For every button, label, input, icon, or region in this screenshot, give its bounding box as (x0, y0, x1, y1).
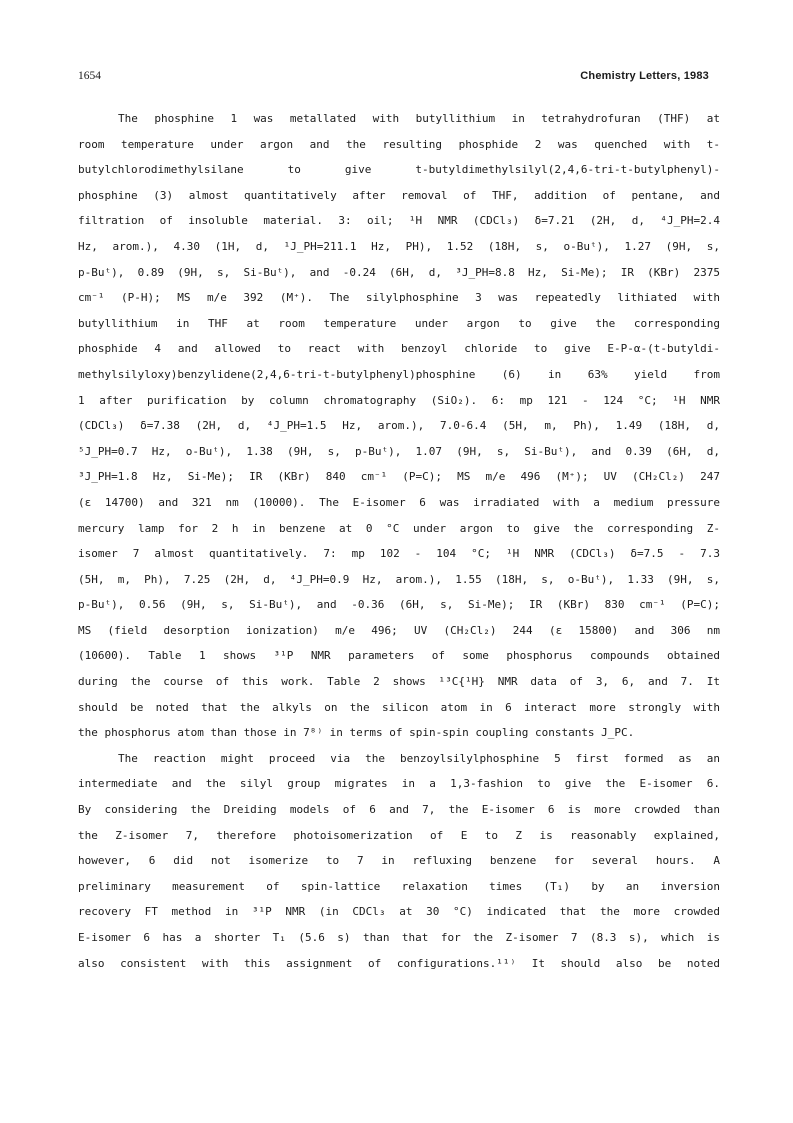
text-line: isomer 7 almost quantitatively. 7: mp 102 - 104 °C; ¹H NMR (CDCl₃) δ=7.5 - 7.3 (78, 547, 720, 561)
article-body (78, 106, 720, 976)
text-line: phosphide 4 and allowed to react with benzoyl chloride to give E-P-α-(t-butyldi- (78, 342, 720, 356)
text-line: E-isomer 6 has a shorter T₁ (5.6 s) than that for the Z-isomer 7 (8.3 s), which is (78, 931, 720, 944)
text-line: butylchlorodimethylsilane to give t-butyldimethylsilyl(2,4,6-tri-t-butylphenyl)- (78, 163, 720, 177)
text-line: ³J_PH=1.8 Hz, Si-Me); IR (KBr) 840 cm⁻¹ (P=C); MS m/e 496 (M⁺); UV (CH₂Cl₂) 247 (78, 470, 720, 484)
text-line: phosphine (3) almost quantitatively after removal of THF, addition of pentane, and (78, 188, 720, 202)
text-line: the Z-isomer 7, therefore photoisomerization of E to Z is reasonably explained, (78, 828, 720, 842)
text-line: butyllithium in THF at room temperature under argon to give the corresponding (78, 316, 720, 330)
text-line: cm⁻¹ (P-H); MS m/e 392 (M⁺). The silylphosphine 3 was repeatedly lithiated with (78, 291, 720, 305)
text-line: methylsilyloxy)benzylidene(2,4,6-tri-t-butylphenyl)phosphine (6) in 63% yield from (78, 367, 720, 381)
text-line: recovery FT method in ³¹P NMR (in CDCl₃ at 30 °C) indicated that the more crowded (78, 905, 720, 919)
text-line: The phosphine 1 was metallated with butyllithium in tetrahydrofuran (THF) at (118, 112, 720, 125)
page-number: 1654 (78, 70, 101, 82)
text-line: should be noted that the alkyls on the silicon atom in 6 interact more strongly with (78, 700, 720, 714)
text-line: p-Buᵗ), 0.89 (9H, s, Si-Buᵗ), and -0.24 (6H, d, ³J_PH=8.8 Hz, Si-Me); IR (KBr) 2375 (78, 265, 720, 279)
text-line: Hz, arom.), 4.30 (1H, d, ¹J_PH=211.1 Hz, PH), 1.52 (18H, s, o-Buᵗ), 1.27 (9H, s, (78, 239, 720, 253)
text-line: however, 6 did not isomerize to 7 in refluxing benzene for several hours. A (78, 854, 720, 868)
text-line: the phosphorus atom than those in 7⁸⁾ in terms of spin-spin coupling constants J_PC. (78, 726, 635, 740)
text-line: (CDCl₃) δ=7.38 (2H, d, ⁴J_PH=1.5 Hz, arom.), 7.0-6.4 (5H, m, Ph), 1.49 (18H, d, (78, 419, 720, 433)
text-line: (ε 14700) and 321 nm (10000). The E-isomer 6 was irradiated with a medium pressure (78, 495, 720, 509)
text-line: The reaction might proceed via the benzoylsilylphosphine 5 first formed as an (118, 751, 720, 765)
text-line: By considering the Dreiding models of 6 and 7, the E-isomer 6 is more crowded than (78, 803, 720, 817)
text-line: room temperature under argon and the resulting phosphide 2 was quenched with t- (78, 137, 720, 151)
journal-running-header: Chemistry Letters, 1983 (580, 70, 709, 82)
text-line: also consistent with this assignment of configurations.¹¹⁾ It should also be noted (78, 956, 720, 970)
text-line: during the course of this work. Table 2 shows ¹³C{¹H} NMR data of 3, 6, and 7. It (78, 675, 720, 689)
text-line: ⁵J_PH=0.7 Hz, o-Buᵗ), 1.38 (9H, s, p-Buᵗ), 1.07 (9H, s, Si-Buᵗ), and 0.39 (6H, d, (78, 444, 720, 458)
text-line: MS (field desorption ionization) m/e 496; UV (CH₂Cl₂) 244 (ε 15800) and 306 nm (78, 623, 720, 637)
text-line: filtration of insoluble material. 3: oil; ¹H NMR (CDCl₃) δ=7.21 (2H, d, ⁴J_PH=2.4 (78, 214, 720, 228)
text-line: intermediate and the silyl group migrates in a 1,3-fashion to give the E-isomer 6. (78, 777, 720, 791)
text-line: (10600). Table 1 shows ³¹P NMR parameters of some phosphorus compounds obtained (78, 649, 720, 663)
text-line: (5H, m, Ph), 7.25 (2H, d, ⁴J_PH=0.9 Hz, arom.), 1.55 (18H, s, o-Buᵗ), 1.33 (9H, s, (78, 572, 720, 586)
text-line: preliminary measurement of spin-lattice relaxation times (T₁) by an inversion (78, 879, 720, 893)
text-line: 1 after purification by column chromatography (SiO₂). 6: mp 121 - 124 °C; ¹H NMR (78, 393, 720, 407)
text-line: mercury lamp for 2 h in benzene at 0 °C under argon to give the corresponding Z- (78, 521, 720, 535)
text-line: p-Buᵗ), 0.56 (9H, s, Si-Buᵗ), and -0.36 (6H, s, Si-Me); IR (KBr) 830 cm⁻¹ (P=C); (78, 598, 720, 612)
